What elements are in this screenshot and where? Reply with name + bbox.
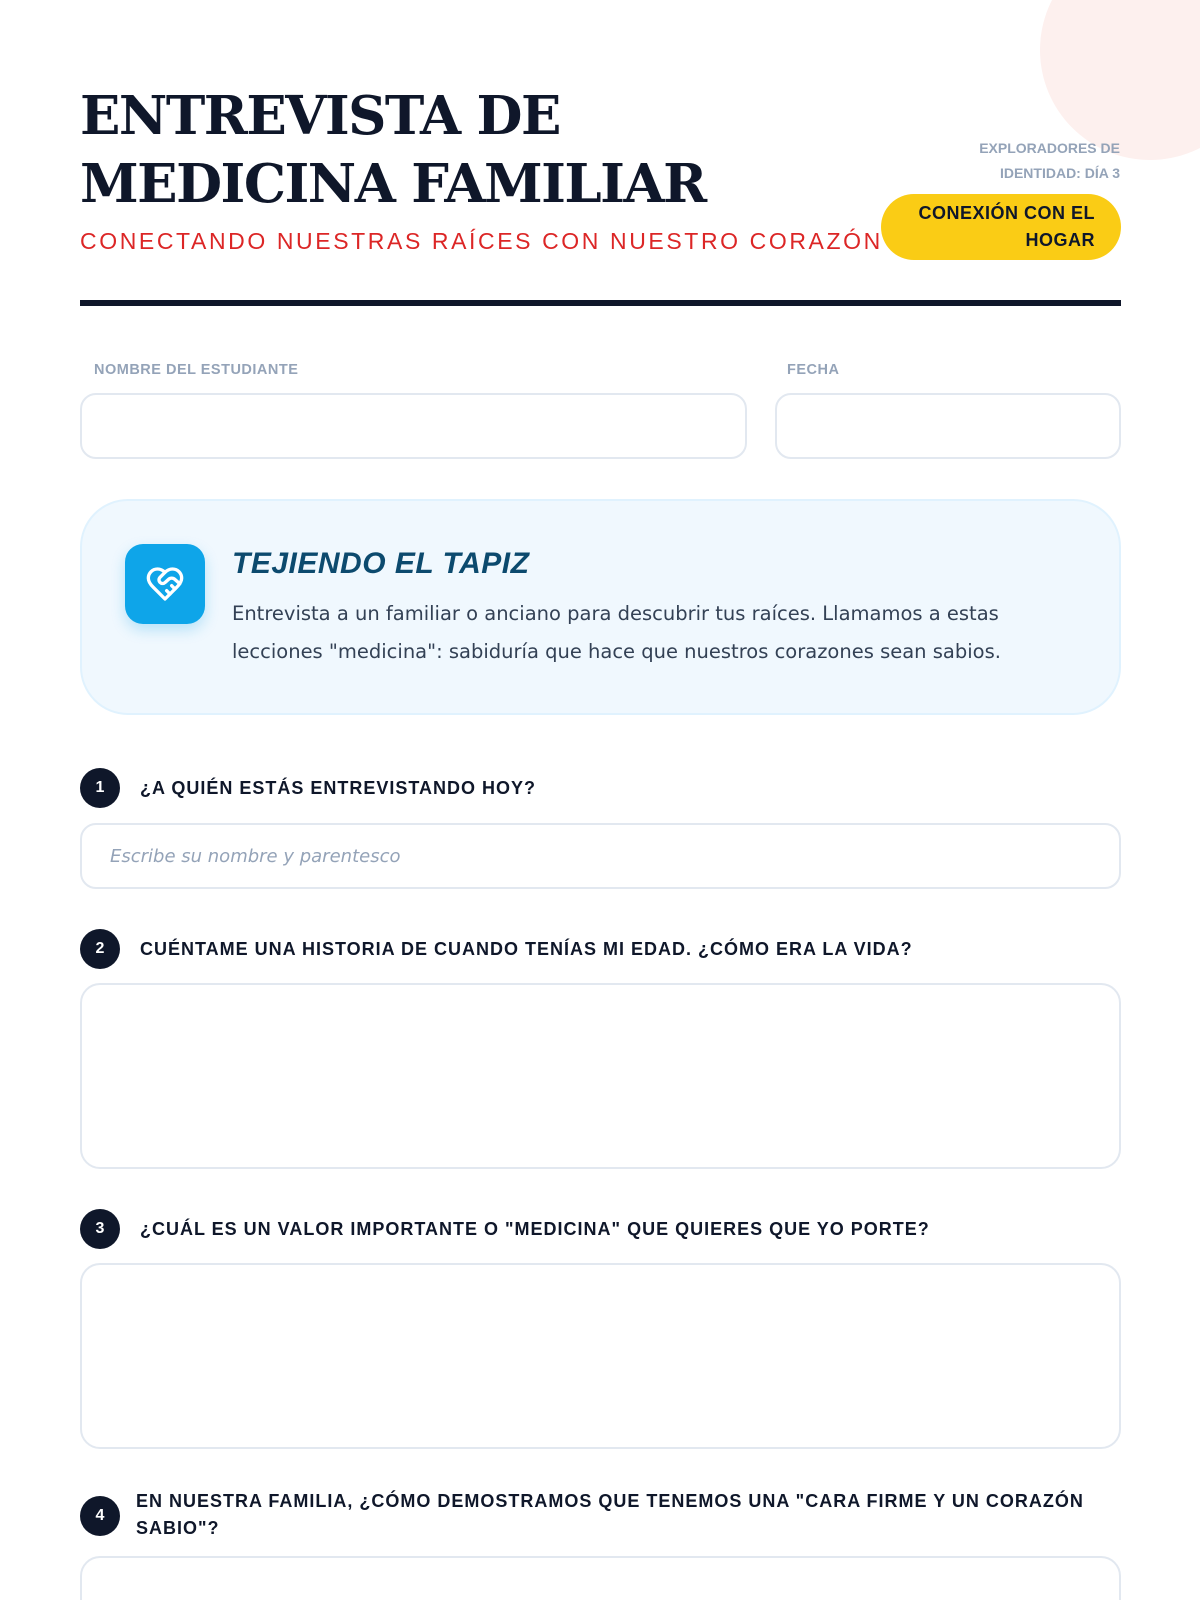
card-description: Entrevista a un familiar o anciano para descubrir tus raíces. Llamamos a estas lecciones "medicina": sabiduría que hace que nuestros corazones sean sabios. <box>232 602 1001 663</box>
date-label: FECHA <box>787 362 840 378</box>
question-number-badge: 2 <box>80 929 120 969</box>
student-name-input[interactable] <box>80 393 747 459</box>
question-number-badge: 4 <box>80 1496 120 1536</box>
question-1-text: ¿A QUIÉN ESTÁS ENTREVISTANDO HOY? <box>140 778 537 798</box>
question-2-text: CUÉNTAME UNA HISTORIA DE CUANDO TENÍAS MI EDAD. ¿CÓMO ERA LA VIDA? <box>140 939 913 959</box>
header-divider <box>80 300 1121 306</box>
question-number-badge: 1 <box>80 768 120 808</box>
card-title: TEJIENDO EL TAPIZ <box>232 547 530 580</box>
page-title: ENTREVISTA DE MEDICINA FAMILIAR <box>80 85 706 215</box>
question-3-answer-textarea[interactable] <box>80 1263 1121 1449</box>
page-subtitle: CONECTANDO NUESTRAS RAÍCES CON NUESTRO CORAZÓN <box>80 228 883 254</box>
heart-handshake-icon <box>125 544 205 624</box>
instructions-card <box>80 499 1121 715</box>
category-badge <box>881 194 1121 260</box>
category-badge-label: CONEXIÓN CON EL HOGAR <box>918 203 1095 250</box>
student-name-label: NOMBRE DEL ESTUDIANTE <box>94 362 299 378</box>
question-number-badge: 3 <box>80 1209 120 1249</box>
series-label: EXPLORADORES DE IDENTIDAD: DÍA 3 <box>979 140 1120 181</box>
question-1-answer-input[interactable] <box>80 823 1121 889</box>
question-3-text: ¿CUÁL ES UN VALOR IMPORTANTE O "MEDICINA" QUE QUIERES QUE YO PORTE? <box>140 1219 930 1239</box>
question-4-text: EN NUESTRA FAMILIA, ¿CÓMO DEMOSTRAMOS QUE TENEMOS UNA "CARA FIRME Y UN CORAZÓN SABIO"? <box>136 1491 1084 1538</box>
date-input[interactable] <box>775 393 1121 459</box>
question-4-answer-textarea[interactable] <box>80 1556 1121 1600</box>
question-2-answer-textarea[interactable] <box>80 983 1121 1169</box>
